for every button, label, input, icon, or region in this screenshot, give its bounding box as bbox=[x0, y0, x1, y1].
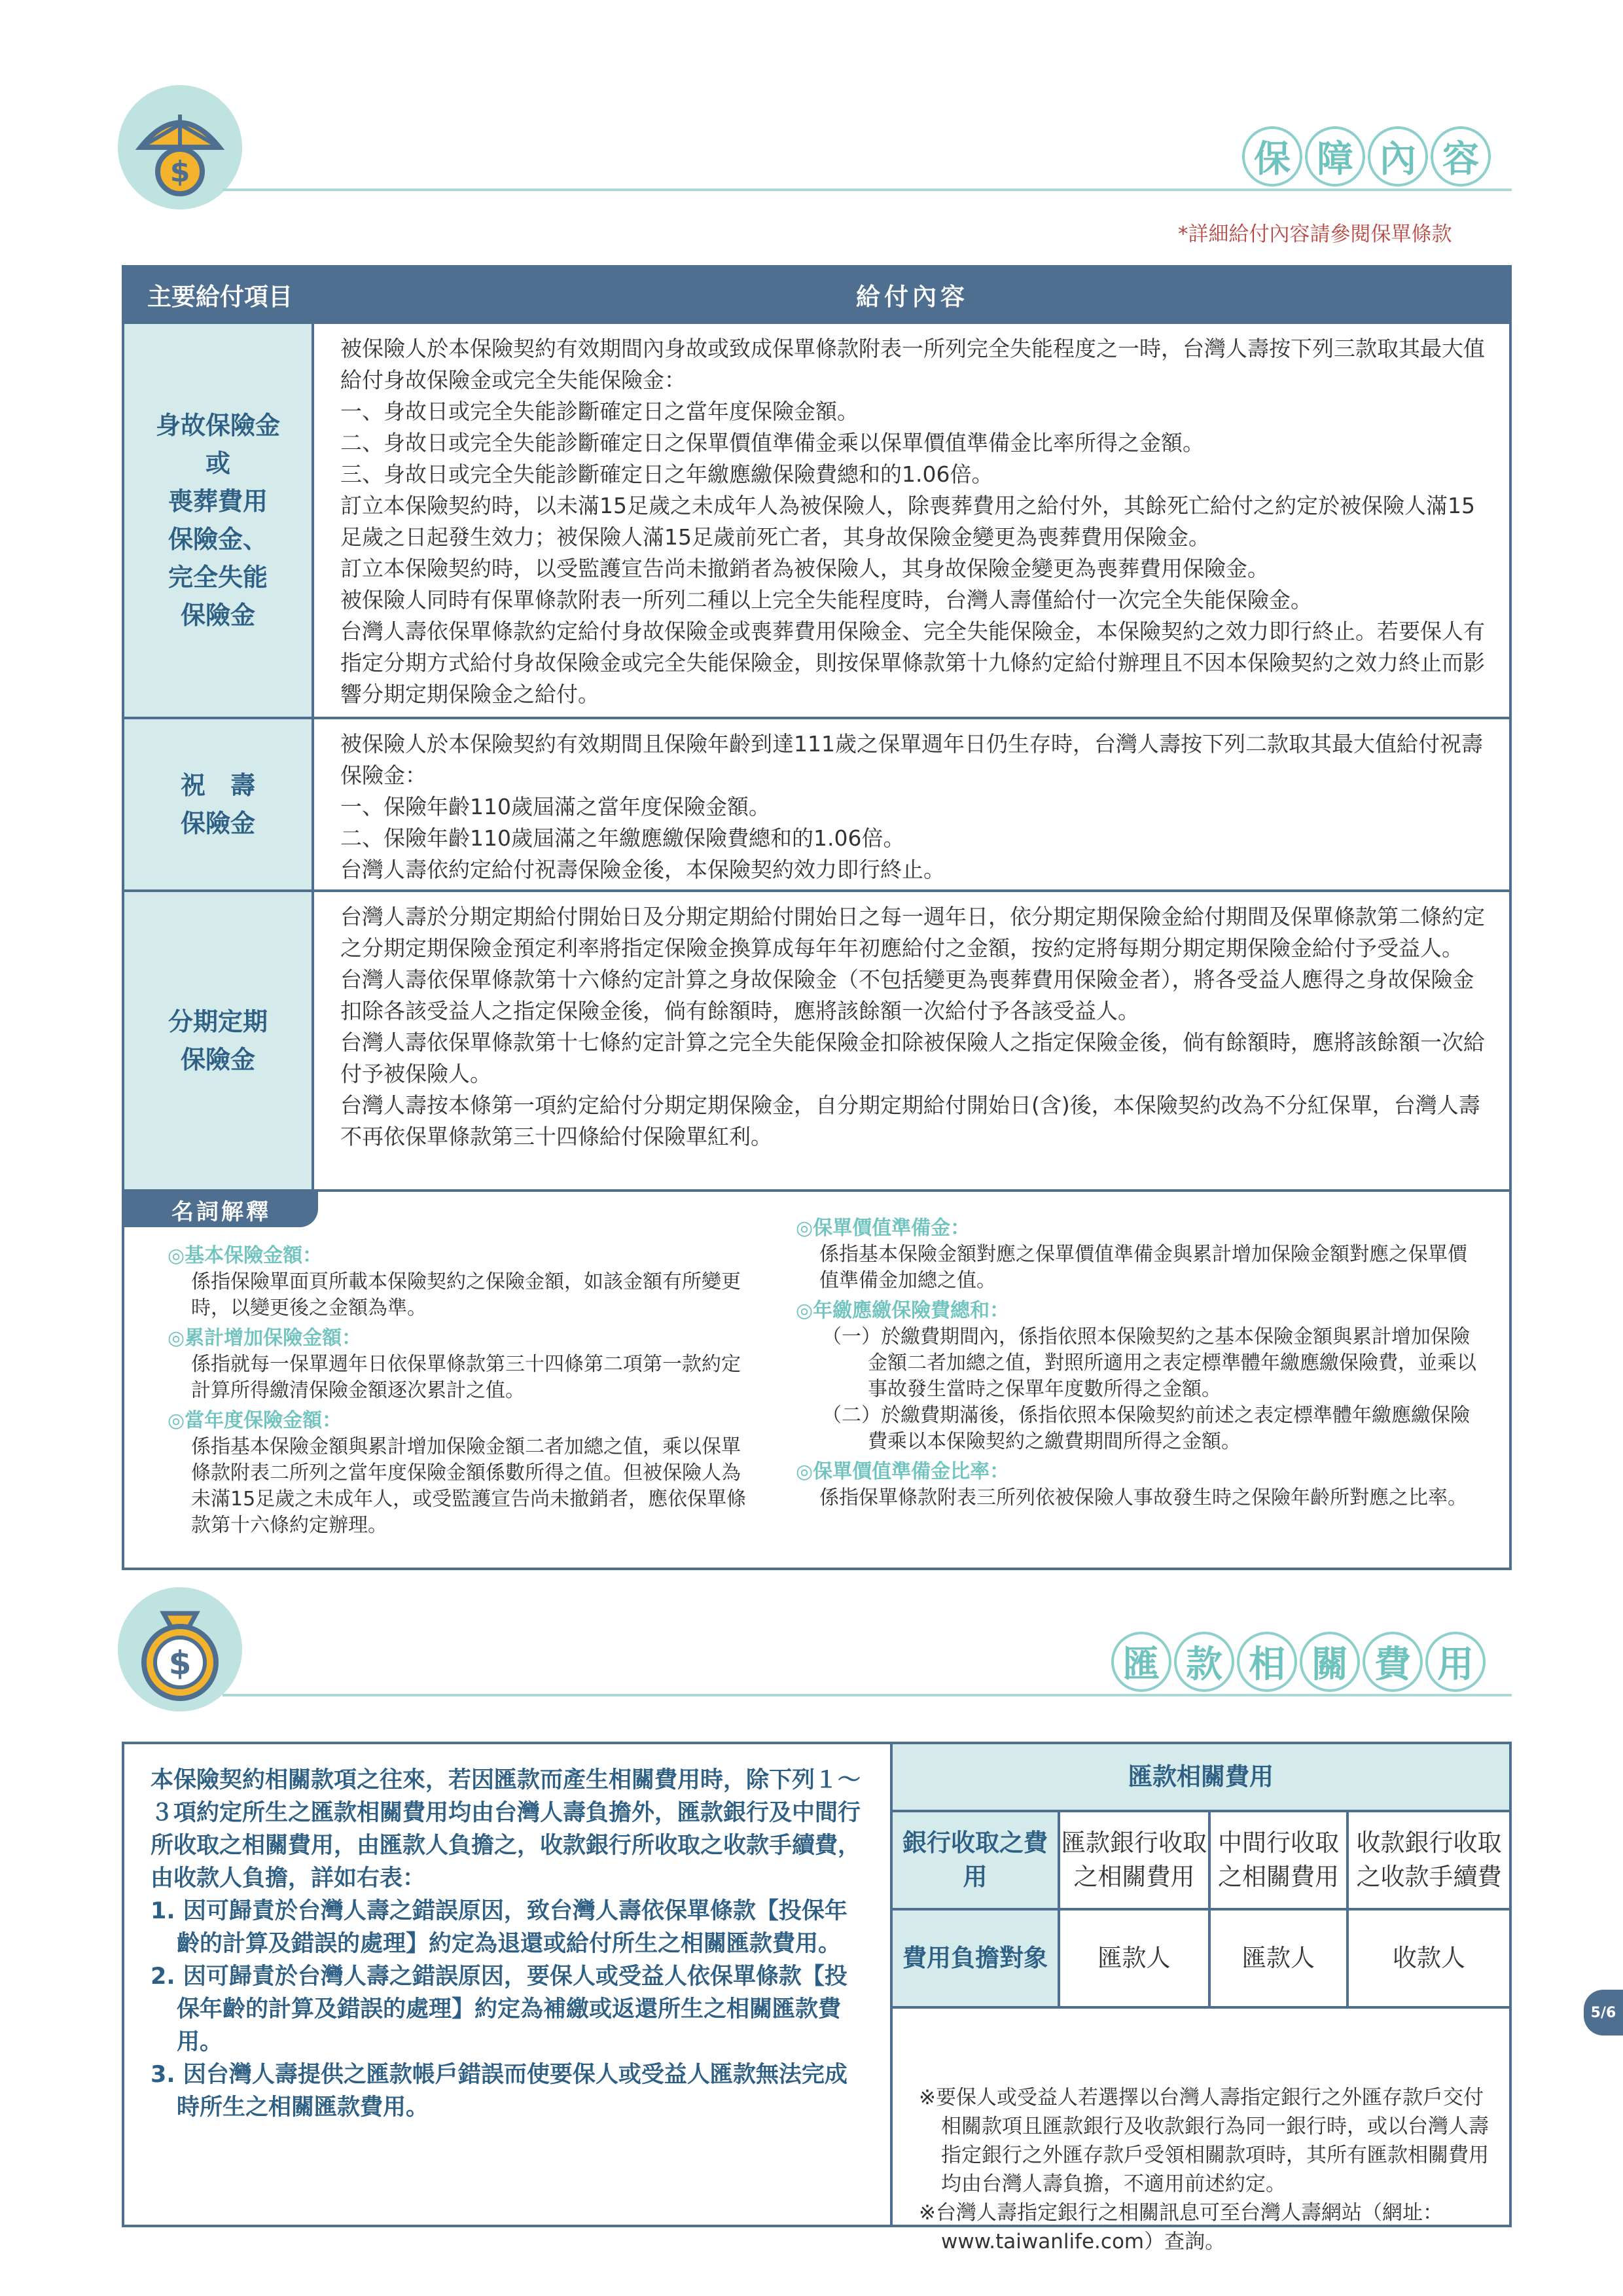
row-label-payer: 費用負擔對象 bbox=[893, 1909, 1059, 2007]
row-label-installment-benefit bbox=[124, 892, 314, 1189]
glossary-definition: 係指就每一保單週年日依保單條款第三十四條第二項第一款約定計算所得繳清保險金額逐次累計之值。 bbox=[191, 1353, 741, 1402]
title-char: 障 bbox=[1305, 126, 1365, 187]
label-line: 祝 壽 bbox=[180, 771, 255, 800]
content-paragraph: 訂立本保險契約時，以未滿15足歲之未成年人為被保險人，除喪葬費用之給付外，其餘死亡給付之約定於被保險人滿15足歲之日起發生效力；被保險人滿15足歲前死亡者，其身故保險金變更為喪葬費用保險金。 bbox=[340, 493, 1475, 550]
table-row bbox=[124, 717, 1509, 889]
glossary-definition: 係指保單條款附表三所列依被保險人事故發生時之保險年齡所對應之比率。 bbox=[819, 1486, 1467, 1509]
label-line: 或 bbox=[205, 449, 230, 478]
label-line: 保險金 bbox=[180, 809, 255, 838]
row-content bbox=[314, 892, 1509, 1189]
payer-cell: 收款人 bbox=[1347, 1909, 1509, 2007]
col-header: 收款銀行收取之收款手續費 bbox=[1347, 1811, 1509, 1909]
label-line: 保險金 bbox=[180, 1045, 255, 1074]
glossary-term: ◎當年度保險金額： bbox=[168, 1409, 342, 1432]
fee-intro: 本保險契約相關款項之往來，若因匯款而產生相關費用時，除下列１～３項約定所生之匯款相關費用均由台灣人壽負擔外，匯款銀行及中間行所收取之相關費用，由匯款人負擔之，收款銀行所收取之收款手續費，由收款人負擔，詳如右表： bbox=[151, 1767, 861, 1892]
table-header bbox=[124, 268, 1509, 321]
fee-table bbox=[893, 1744, 1509, 2009]
header-content: 給付內容 bbox=[856, 283, 969, 311]
header-item: 主要給付項目 bbox=[147, 283, 293, 311]
glossary-term: ◎年繳應繳保險費總和： bbox=[796, 1299, 1010, 1322]
row-content bbox=[314, 324, 1509, 717]
glossary-definition: 係指保險單面頁所載本保險契約之保險金額，如該金額有所變更時，以變更後之金額為準。 bbox=[191, 1270, 741, 1319]
label-line: 分期定期 bbox=[168, 1007, 268, 1036]
content-paragraph: 台灣人壽依約定給付祝壽保險金後，本保險契約效力即行終止。 bbox=[340, 857, 945, 882]
content-paragraph: 二、身故日或完全失能診斷確定日之保單價值準備金乘以保單價值準備金比率所得之金額。 bbox=[340, 430, 1204, 456]
content-paragraph: 一、身故日或完全失能診斷確定日之當年度保險金額。 bbox=[340, 399, 859, 424]
content-paragraph: 被保險人於本保險契約有效期間內身故或致成保單條款附表一所列完全失能程度之一時，台灣人壽按下列三款取其最大值給付身故保險金或完全失能保險金： bbox=[340, 336, 1485, 393]
table-row bbox=[124, 321, 1509, 717]
title-char: 內 bbox=[1368, 126, 1428, 187]
benefit-table bbox=[122, 265, 1512, 1570]
content-paragraph: 台灣人壽依保單條款第十六條約定計算之身故保險金（不包括變更為喪葬費用保險金者），將各受益人應得之身故保險金扣除各該受益人之指定保險金後，倘有餘額時，應將該餘額一次給付予各該受益人。 bbox=[340, 967, 1474, 1024]
glossary-term: ◎基本保險金額： bbox=[168, 1244, 323, 1267]
label-line: 保險金 bbox=[180, 601, 255, 630]
row-content bbox=[314, 719, 1509, 889]
row-label-bank-fees: 銀行收取之費用 bbox=[893, 1811, 1059, 1909]
title-char: 保 bbox=[1242, 126, 1302, 187]
glossary-subitem: （二）於繳費期滿後，係指依照本保險契約前述之表定標準體年繳應繳保險費乘以本保險契約之繳費期間所得之金額。 bbox=[822, 1404, 1470, 1453]
glossary-left-column bbox=[168, 1243, 757, 1543]
glossary-definition: 係指基本保險金額對應之保單價值準備金與累計增加保險金額對應之保單價值準備金加總之值。 bbox=[819, 1243, 1467, 1292]
glossary-term: ◎保單價值準備金比率： bbox=[796, 1460, 1010, 1483]
label-line: 喪葬費用 bbox=[168, 487, 268, 516]
remittance-fee-box bbox=[122, 1742, 1512, 2253]
glossary-subitem: （一）於繳費期間內，係指依照本保險契約之基本保險金額與累計增加保險金額二者加總之值，對照所適用之表定標準體年繳應繳保險費，並乘以事故發生當時之保單年度數所得之金額。 bbox=[822, 1325, 1476, 1401]
label-line: 保險金、 bbox=[168, 525, 268, 554]
section-divider-line bbox=[223, 188, 1512, 191]
fee-item: 1. 因可歸責於台灣人壽之錯誤原因，致台灣人壽依保單條款【投保年齡的計算及錯誤的處理】約定為退還或給付所生之相關匯款費用。 bbox=[151, 1898, 847, 1957]
svg-text:$: $ bbox=[169, 155, 190, 188]
content-paragraph: 三、身故日或完全失能診斷確定日之年繳應繳保險費總和的1.06倍。 bbox=[340, 461, 993, 487]
money-bag-icon bbox=[118, 1587, 242, 1712]
title-char: 匯 bbox=[1111, 1632, 1171, 1692]
content-paragraph: 被保險人於本保險契約有效期間且保險年齡到達111歲之保單週年日仍生存時，台灣人壽按下列二款取其最大值給付祝壽保險金： bbox=[340, 731, 1483, 788]
svg-text:$: $ bbox=[168, 1644, 192, 1682]
fee-note: ※台灣人壽指定銀行之相關訊息可至台灣人壽網站（網址：www.taiwanlife.com）查詢。 bbox=[919, 2201, 1443, 2253]
fee-note: ※要保人或受益人若選擇以台灣人壽指定銀行之外匯存款戶交付相關款項且匯款銀行及收款銀行為同一銀行時，或以台灣人壽指定銀行之外匯存款戶受領相關款項時，其所有匯款相關費用均由台灣人壽負擔，不適用前述約定。 bbox=[919, 2086, 1489, 2196]
title-char: 容 bbox=[1431, 126, 1491, 187]
fee-table-title: 匯款相關費用 bbox=[893, 1744, 1509, 1811]
payer-cell: 匯款人 bbox=[1209, 1909, 1347, 2007]
label-line: 身故保險金 bbox=[155, 411, 280, 440]
content-paragraph: 台灣人壽按本條第一項約定給付分期定期保險金，自分期定期給付開始日(含)後，本保險契約改為不分紅保單，台灣人壽不再依保單條款第三十四條給付保險單紅利。 bbox=[340, 1092, 1480, 1149]
section-divider-line bbox=[223, 1694, 1512, 1696]
glossary bbox=[124, 1189, 1509, 1568]
policy-reference-note: *詳細給付內容請參閱保單條款 bbox=[1178, 223, 1452, 246]
title-char: 相 bbox=[1237, 1632, 1297, 1692]
row-label-death-benefit bbox=[124, 324, 314, 717]
page-number-tab: 5/6 bbox=[1584, 1990, 1623, 2036]
content-paragraph: 一、保險年齡110歲屆滿之當年度保險金額。 bbox=[340, 794, 770, 819]
row-label-longevity-benefit bbox=[124, 719, 314, 889]
glossary-right-column bbox=[796, 1215, 1476, 1515]
content-paragraph: 台灣人壽依保單條款第十七條約定計算之完全失能保險金扣除被保險人之指定保險金後，倘有餘額時，應將該餘額一次給付予被保險人。 bbox=[340, 1030, 1485, 1086]
fee-notes bbox=[919, 2083, 1495, 2256]
table-row bbox=[124, 889, 1509, 1189]
content-paragraph: 台灣人壽於分期定期給付開始日及分期定期給付開始日之每一週年日，依分期定期保險金給付期間及保單條款第二條約定之分期定期保險金預定利率將指定保險金換算成每年年初應給付之金額，按約定將每期分期定期保險金給付予受益人。 bbox=[340, 904, 1485, 961]
fee-item: 2. 因可歸責於台灣人壽之錯誤原因，要保人或受益人依保單條款【投保年齡的計算及錯誤的處理】約定為補繳或返還所生之相關匯款費用。 bbox=[151, 1964, 847, 2055]
content-paragraph: 二、保險年齡110歲屆滿之年繳應繳保險費總和的1.06倍。 bbox=[340, 825, 905, 851]
section-title-coverage bbox=[1242, 126, 1491, 187]
fee-explanation bbox=[151, 1764, 864, 2124]
glossary-tag: 名詞解釋 bbox=[124, 1192, 318, 1227]
section-title-remittance-fees bbox=[1111, 1632, 1486, 1692]
content-paragraph: 訂立本保險契約時，以受監護宣告尚未撤銷者為被保險人，其身故保險金變更為喪葬費用保險金。 bbox=[340, 556, 1269, 581]
content-paragraph: 被保險人同時有保單條款附表一所列二種以上完全失能程度時，台灣人壽僅給付一次完全失能保險金。 bbox=[340, 587, 1312, 613]
label-line: 完全失能 bbox=[168, 563, 268, 592]
payer-cell: 匯款人 bbox=[1059, 1909, 1209, 2007]
title-char: 款 bbox=[1174, 1632, 1234, 1692]
glossary-definition: 係指基本保險金額與累計增加保險金額二者加總之值，乘以保單條款附表二所列之當年度保險金額係數所得之值。但被保險人為未滿15足歲之未成年人，或受監護宣告尚未撤銷者，應依保單條款第十六條約定辦理。 bbox=[191, 1435, 747, 1537]
content-paragraph: 台灣人壽依保單條款約定給付身故保險金或喪葬費用保險金、完全失能保險金，本保險契約之效力即行終止。若要保人有指定分期方式給付身故保險金或完全失能保險金，則按保單條款第十九條約定給付辦理且不因本保險契約之效力終止而影響分期定期保險金之給付。 bbox=[340, 619, 1485, 707]
col-header: 中間行收取之相關費用 bbox=[1209, 1811, 1347, 1909]
fee-item: 3. 因台灣人壽提供之匯款帳戶錯誤而使要保人或受益人匯款無法完成時所生之相關匯款費用。 bbox=[151, 2062, 847, 2121]
title-char: 關 bbox=[1300, 1632, 1360, 1692]
glossary-term: ◎保單價值準備金： bbox=[796, 1217, 971, 1240]
col-header: 匯款銀行收取之相關費用 bbox=[1059, 1811, 1209, 1909]
title-char: 費 bbox=[1363, 1632, 1423, 1692]
glossary-term: ◎累計增加保險金額： bbox=[168, 1327, 362, 1350]
title-char: 用 bbox=[1425, 1632, 1486, 1692]
